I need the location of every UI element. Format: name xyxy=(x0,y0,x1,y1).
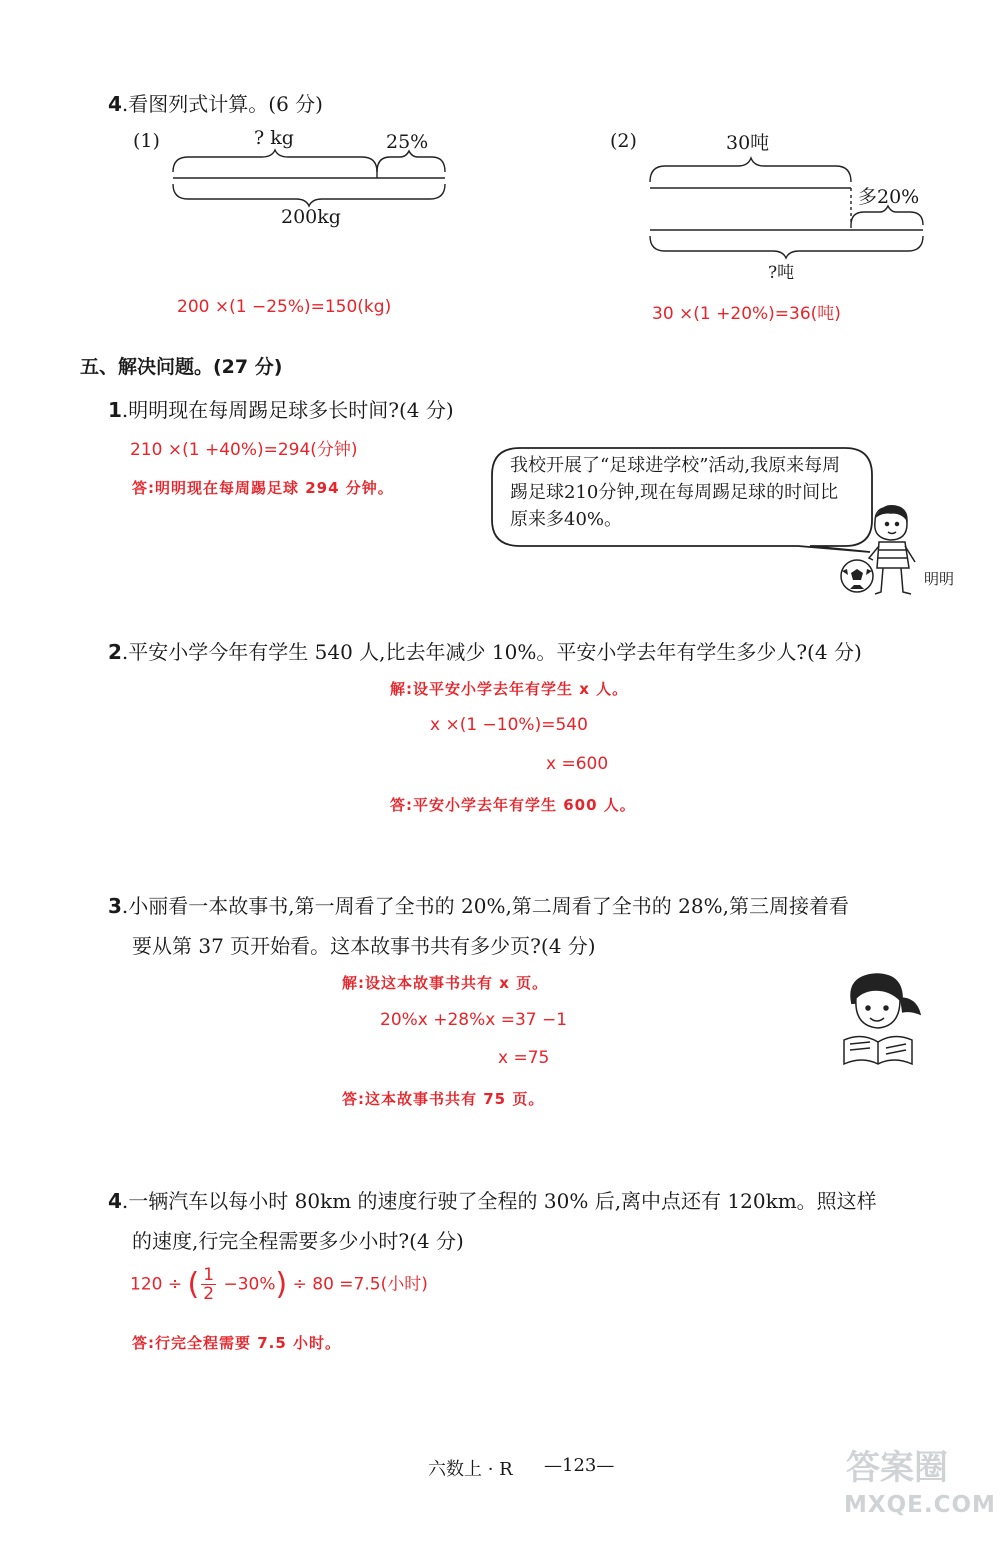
problem-3-eq1: 20%x +28%x =37 −1 xyxy=(380,1010,568,1030)
brace-top-2 xyxy=(650,158,851,182)
problem-2-solution: 解:设平安小学去年有学生 x 人。 xyxy=(390,680,629,698)
problem-4-line2: 的速度,行完全程需要多少小时?(4 分) xyxy=(132,1229,464,1253)
problem-4-line1: 4.一辆汽车以每小时 80km 的速度行驶了全程的 30% 后,离中点还有 120km。照这样 xyxy=(108,1189,877,1213)
fraction-half: $\frac{1}{2}$ xyxy=(203,1265,215,1304)
problem-2-note: 答:平安小学去年有学生 600 人。 xyxy=(390,796,636,814)
brace-top-right xyxy=(377,151,445,172)
diagram-2-answer: 30 ×(1 +20%)=36(吨) xyxy=(652,304,841,324)
diagram-2-unknown: ?吨 xyxy=(768,263,795,283)
section-5-title: 五、解决问题。(27 分) xyxy=(80,356,283,378)
watermark-logo: 答案圈 xyxy=(846,1448,948,1488)
bar-diagrams xyxy=(0,0,1000,330)
problem-4-answer: 120 ÷ ( $\frac{1}{2}$ −30%) ÷ 80 =7.5(小时) xyxy=(130,1265,428,1304)
diagram-1-label: (1) xyxy=(133,130,160,152)
problem-3-line1: 3.小丽看一本故事书,第一周看了全书的 20%,第二周看了全书的 28%,第三周接着看 xyxy=(108,894,849,918)
problem-1-note: 答:明明现在每周踢足球 294 分钟。 xyxy=(132,479,394,497)
bubble-text: 我校开展了“足球进学校”活动,我原来每周踢足球210分钟,现在每周踢足球的时间比原来多40%。 xyxy=(510,455,841,530)
problem-3-line2: 要从第 37 页开始看。这本故事书共有多少页?(4 分) xyxy=(132,934,596,958)
soccer-ball-icon xyxy=(838,557,876,595)
problem-3-solution: 解:设这本故事书共有 x 页。 xyxy=(342,974,549,992)
diagram-2-label: (2) xyxy=(610,130,637,152)
diagram-1-total: 200kg xyxy=(281,206,341,228)
problem-4-note: 答:行完全程需要 7.5 小时。 xyxy=(132,1334,342,1352)
problem-2: 2.平安小学今年有学生 540 人,比去年减少 10%。平安小学去年有学生多少人?(4 分) xyxy=(108,640,862,664)
problem-1: 1.明明现在每周踢足球多长时间?(4 分) xyxy=(108,398,454,422)
problem-2-eq1: x ×(1 −10%)=540 xyxy=(430,715,588,735)
problem-3-note: 答:这本故事书共有 75 页。 xyxy=(342,1090,545,1108)
boy-name: 明明 xyxy=(924,570,955,588)
watermark-url: MXQE.COM xyxy=(844,1492,996,1518)
diagram-2-more: 多20% xyxy=(858,186,920,208)
brace-bottom-2 xyxy=(650,236,923,258)
diagram-1-percent: 25% xyxy=(386,131,429,153)
problem-2-eq2: x =600 xyxy=(546,754,609,774)
problem-3-eq2: x =75 xyxy=(498,1048,550,1068)
diagram-2-top: 30吨 xyxy=(726,132,770,154)
diagram-1-unknown: ? kg xyxy=(254,127,294,149)
girl-reading-figure xyxy=(830,968,930,1068)
page-number: —123— xyxy=(544,1455,615,1476)
book-label: 六数上 · R xyxy=(428,1459,513,1480)
diagram-1-answer: 200 ×(1 −25%)=150(kg) xyxy=(177,297,392,317)
question-4-heading: 4.看图列式计算。(6 分) xyxy=(108,92,323,116)
problem-1-answer: 210 ×(1 +40%)=294(分钟) xyxy=(130,440,358,460)
brace-top-left xyxy=(173,150,377,172)
brace-bottom-1 xyxy=(173,184,445,206)
